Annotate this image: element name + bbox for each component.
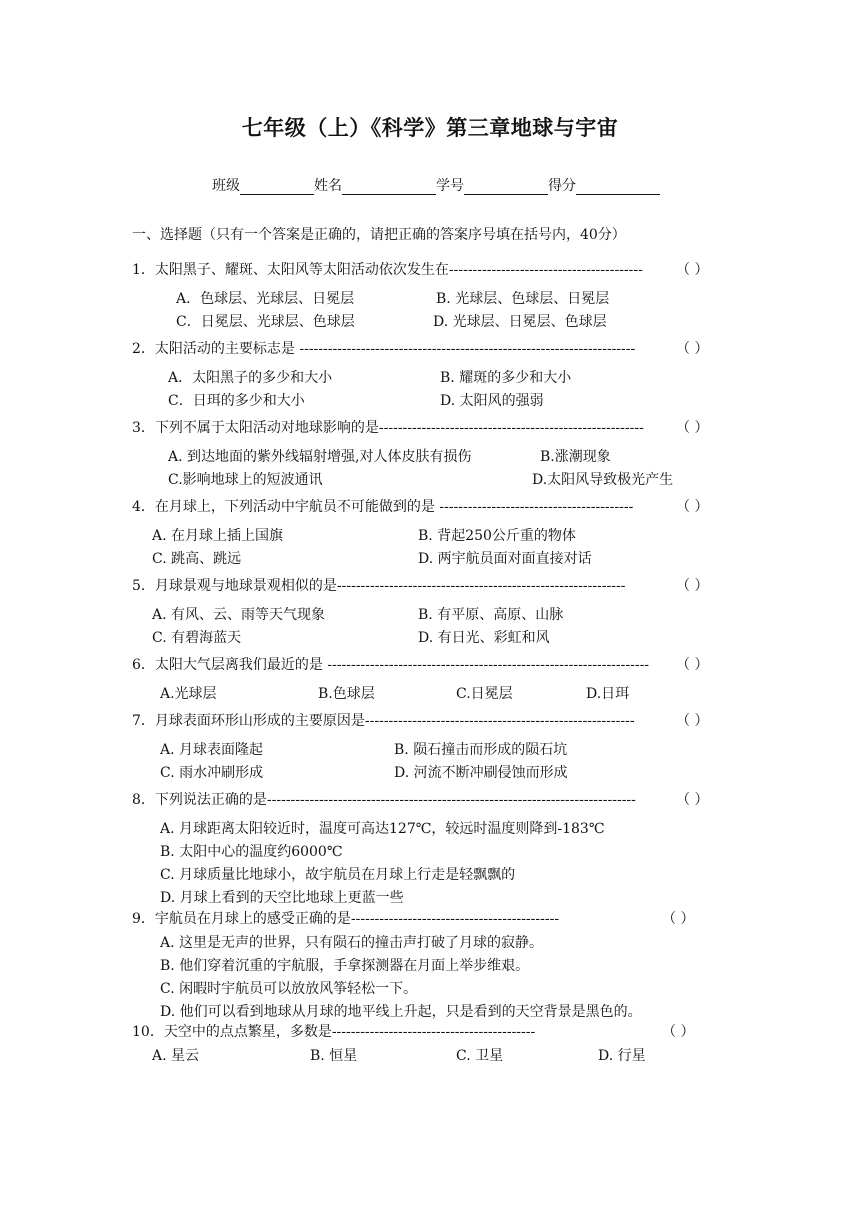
question-3-option-b: B.涨潮现象 xyxy=(540,449,611,465)
question-6-option-b: B.色球层 xyxy=(318,686,375,702)
question-10-option-c: C. 卫星 xyxy=(456,1048,504,1064)
score-label: 得分 xyxy=(548,178,576,194)
question-4-option-d: D. 两宇航员面对面直接对话 xyxy=(418,551,592,567)
question-5-option-c: C. 有碧海蓝天 xyxy=(152,630,242,646)
question-8-stem: 8．下列说法正确的是------------------------------------------------------------------------------ xyxy=(132,792,636,808)
question-2-option-b: B. 耀斑的多少和大小 xyxy=(440,370,572,386)
class-label: 班级 xyxy=(212,178,240,194)
question-5-option-b: B. 有平原、高原、山脉 xyxy=(418,607,564,623)
question-1-option-d: D. 光球层、日冕层、色球层 xyxy=(433,314,607,330)
question-5-answer-box[interactable]: （ ） xyxy=(676,578,709,594)
student-info-line xyxy=(212,175,660,195)
question-9-option-a: A. 这里是无声的世界，只有陨石的撞击声打破了月球的寂静。 xyxy=(160,935,544,951)
question-10-option-d: D. 行星 xyxy=(598,1048,646,1064)
question-8-option-b: B. 太阳中心的温度约6000℃ xyxy=(160,844,343,860)
question-5-stem: 5．月球景观与地球景观相似的是------------------------------------------------------------- xyxy=(132,578,626,594)
question-10-stem: 10．天空中的点点繁星，多数是------------------------------------------- xyxy=(132,1024,536,1040)
question-8-option-d: D. 月球上看到的天空比地球上更蓝一些 xyxy=(160,890,404,906)
question-8-option-c: C. 月球质量比地球小，故宇航员在月球上行走是轻飘飘的 xyxy=(160,867,516,883)
score-blank[interactable] xyxy=(576,179,660,195)
class-blank[interactable] xyxy=(240,179,314,195)
question-6-answer-box[interactable]: （ ） xyxy=(676,657,709,673)
question-2-option-d: D. 太阳风的强弱 xyxy=(440,393,544,409)
question-10-option-a: A. 星云 xyxy=(152,1048,200,1064)
question-4-answer-box[interactable]: （ ） xyxy=(676,499,709,515)
name-label: 姓名 xyxy=(314,178,342,194)
number-blank[interactable] xyxy=(464,179,548,195)
question-1-option-c: C．日冕层、光球层、色球层 xyxy=(176,314,355,330)
question-7-option-b: B. 陨石撞击而形成的陨石坑 xyxy=(394,742,568,758)
question-3-answer-box[interactable]: （ ） xyxy=(676,420,709,436)
question-9-answer-box[interactable]: （ ） xyxy=(662,911,695,927)
question-1-stem: 1．太阳黑子、耀斑、太阳风等太阳活动依次发生在----------------------------------------- xyxy=(132,262,643,278)
question-7-stem: 7．月球表面环形山形成的主要原因是--------------------------------------------------------- xyxy=(132,713,635,729)
question-3-option-a: A. 到达地面的紫外线辐射增强,对人体皮肤有损伤 xyxy=(168,449,472,465)
question-1-option-a: A．色球层、光球层、日冕层 xyxy=(176,291,355,307)
question-6-option-d: D.日珥 xyxy=(586,686,630,702)
question-5-option-d: D. 有日光、彩虹和风 xyxy=(418,630,550,646)
question-4-option-a: A. 在月球上插上国旗 xyxy=(152,528,284,544)
question-1-answer-box[interactable]: （ ） xyxy=(676,262,709,278)
question-6-option-c: C.日冕层 xyxy=(456,686,513,702)
question-4-option-c: C. 跳高、跳远 xyxy=(152,551,242,567)
question-2-option-a: A．太阳黑子的多少和大小 xyxy=(168,370,333,386)
question-1-option-b: B. 光球层、色球层、日冕层 xyxy=(436,291,610,307)
name-blank[interactable] xyxy=(342,179,436,195)
question-3-option-c: C.影响地球上的短波通讯 xyxy=(168,472,323,488)
question-6-option-a: A.光球层 xyxy=(160,686,217,702)
question-2-stem: 2．太阳活动的主要标志是 ----------------------------------------------------------------------- xyxy=(132,341,636,357)
question-2-answer-box[interactable]: （ ） xyxy=(676,341,709,357)
question-3-stem: 3．下列不属于太阳活动对地球影响的是-------------------------------------------------------- xyxy=(132,420,644,436)
question-9-option-b: B. 他们穿着沉重的宇航服，手拿探测器在月面上举步维艰。 xyxy=(160,958,530,974)
question-9-option-c: C. 闲暇时宇航员可以放放风筝轻松一下。 xyxy=(160,981,418,997)
question-7-option-c: C. 雨水冲刷形成 xyxy=(160,765,264,781)
question-6-stem: 6．太阳大气层离我们最近的是 -------------------------------------------------------------------- xyxy=(132,657,650,673)
question-7-answer-box[interactable]: （ ） xyxy=(676,713,709,729)
question-5-option-a: A. 有风、云、雨等天气现象 xyxy=(152,607,326,623)
question-7-option-d: D. 河流不断冲刷侵蚀而形成 xyxy=(394,765,568,781)
number-label: 学号 xyxy=(436,178,464,194)
question-4-stem: 4．在月球上，下列活动中宇航员不可能做到的是 ----------------------------------------- xyxy=(132,499,634,515)
question-10-option-b: B. 恒星 xyxy=(310,1048,358,1064)
question-9-option-d: D. 他们可以看到地球从月球的地平线上升起，只是看到的天空背景是黑色的。 xyxy=(160,1004,642,1020)
page-title: 七年级（上）《科学》第三章地球与宇宙 xyxy=(241,116,619,140)
question-3-option-d: D.太阳风导致极光产生 xyxy=(532,472,674,488)
section-heading: 一、选择题（只有一个答案是正确的，请把正确的答案序号填在括号内，40分） xyxy=(132,227,626,243)
question-9-stem: 9．宇航员在月球上的感受正确的是-------------------------------------------- xyxy=(132,911,560,927)
question-7-option-a: A. 月球表面隆起 xyxy=(160,742,264,758)
question-2-option-c: C．日珥的多少和大小 xyxy=(168,393,305,409)
question-10-answer-box[interactable]: （ ） xyxy=(662,1024,695,1040)
question-4-option-b: B. 背起250公斤重的物体 xyxy=(418,528,576,544)
question-8-option-a: A. 月球距离太阳较近时，温度可高达127℃，较远时温度则降到-183℃ xyxy=(160,821,605,837)
question-8-answer-box[interactable]: （ ） xyxy=(676,792,709,808)
